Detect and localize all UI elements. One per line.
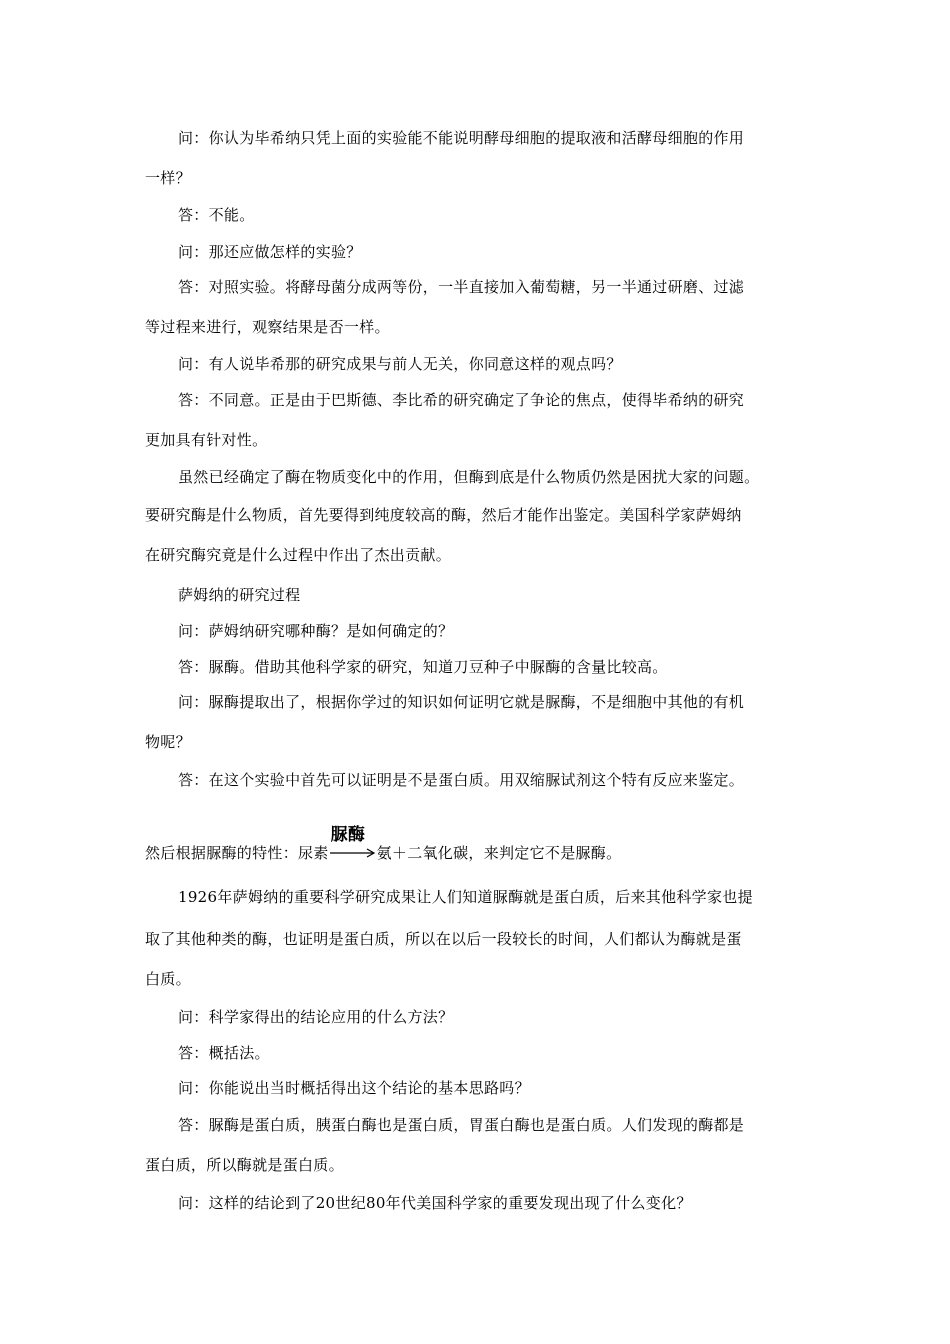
answer-line: 答：不同意。正是由于巴斯德、李比希的研究确定了争论的焦点，使得毕希纳的研究	[178, 391, 745, 409]
body-paragraph-line: 取了其他种类的酶，也证明是蛋白质，所以在以后一段较长的时间，人们都认为酶就是蛋	[145, 930, 742, 948]
reaction-text-before: 然后根据脲酶的特性：尿素	[145, 844, 329, 862]
reaction-arrow-icon	[329, 846, 377, 860]
body-paragraph-line: 1926年萨姆纳的重要科学研究成果让人们知道脲酶就是蛋白质，后来其他科学家也提	[178, 888, 753, 906]
question-line: 问：有人说毕希那的研究成果与前人无关，你同意这样的观点吗？	[178, 355, 622, 373]
question-line: 问：这样的结论到了20世纪80年代美国科学家的重要发现出现了什么变化？	[178, 1194, 692, 1212]
answer-line: 答：对照实验。将酵母菌分成两等份，一半直接加入葡萄糖，另一半通过研磨、过滤	[178, 278, 745, 296]
continuation-line: 物呢？	[145, 733, 191, 751]
reaction-text-after: 氨＋二氧化碳，来判定它不是脲酶。	[376, 844, 622, 862]
question-line: 问：那还应做怎样的实验？	[178, 243, 362, 261]
answer-line: 答：脲酶是蛋白质，胰蛋白酶也是蛋白质，胃蛋白酶也是蛋白质。人们发现的酶都是	[178, 1116, 745, 1134]
question-line: 问：你认为毕希纳只凭上面的实验能不能说明酵母细胞的提取液和活酵母细胞的作用	[178, 129, 745, 147]
continuation-line: 一样？	[145, 169, 191, 187]
continuation-line: 更加具有针对性。	[145, 431, 268, 449]
answer-line: 答：在这个实验中首先可以证明是不是蛋白质。用双缩脲试剂这个特有反应来鉴定。	[178, 771, 745, 789]
section-heading: 萨姆纳的研究过程	[178, 586, 301, 604]
question-line: 问：科学家得出的结论应用的什么方法？	[178, 1008, 454, 1026]
answer-line: 答：脲酶。借助其他科学家的研究，知道刀豆种子中脲酶的含量比较高。	[178, 658, 668, 676]
continuation-line: 等过程来进行，观察结果是否一样。	[145, 318, 390, 336]
reaction-arrow-group	[329, 825, 377, 863]
body-paragraph-line: 要研究酶是什么物质，首先要得到纯度较高的酶，然后才能作出鉴定。美国科学家萨姆纳	[145, 506, 742, 524]
body-paragraph-line: 虽然已经确定了酶在物质变化中的作用，但酶到底是什么物质仍然是困扰大家的问题。	[178, 468, 760, 486]
continuation-line: 蛋白质，所以酶就是蛋白质。	[145, 1156, 344, 1174]
question-line: 问：萨姆纳研究哪种酶？是如何确定的？	[178, 622, 454, 640]
enzyme-label: 脲酶	[330, 825, 366, 845]
body-paragraph-line: 在研究酶究竟是什么过程中作出了杰出贡献。	[145, 546, 452, 564]
question-line: 问：你能说出当时概括得出这个结论的基本思路吗？	[178, 1079, 530, 1097]
body-paragraph-line: 白质。	[145, 970, 191, 988]
question-line: 问：脲酶提取出了，根据你学过的知识如何证明它就是脲酶，不是细胞中其他的有机	[178, 693, 745, 711]
answer-line: 答：概括法。	[178, 1044, 270, 1062]
answer-line: 答：不能。	[178, 206, 255, 224]
reaction-equation-line	[145, 825, 622, 863]
